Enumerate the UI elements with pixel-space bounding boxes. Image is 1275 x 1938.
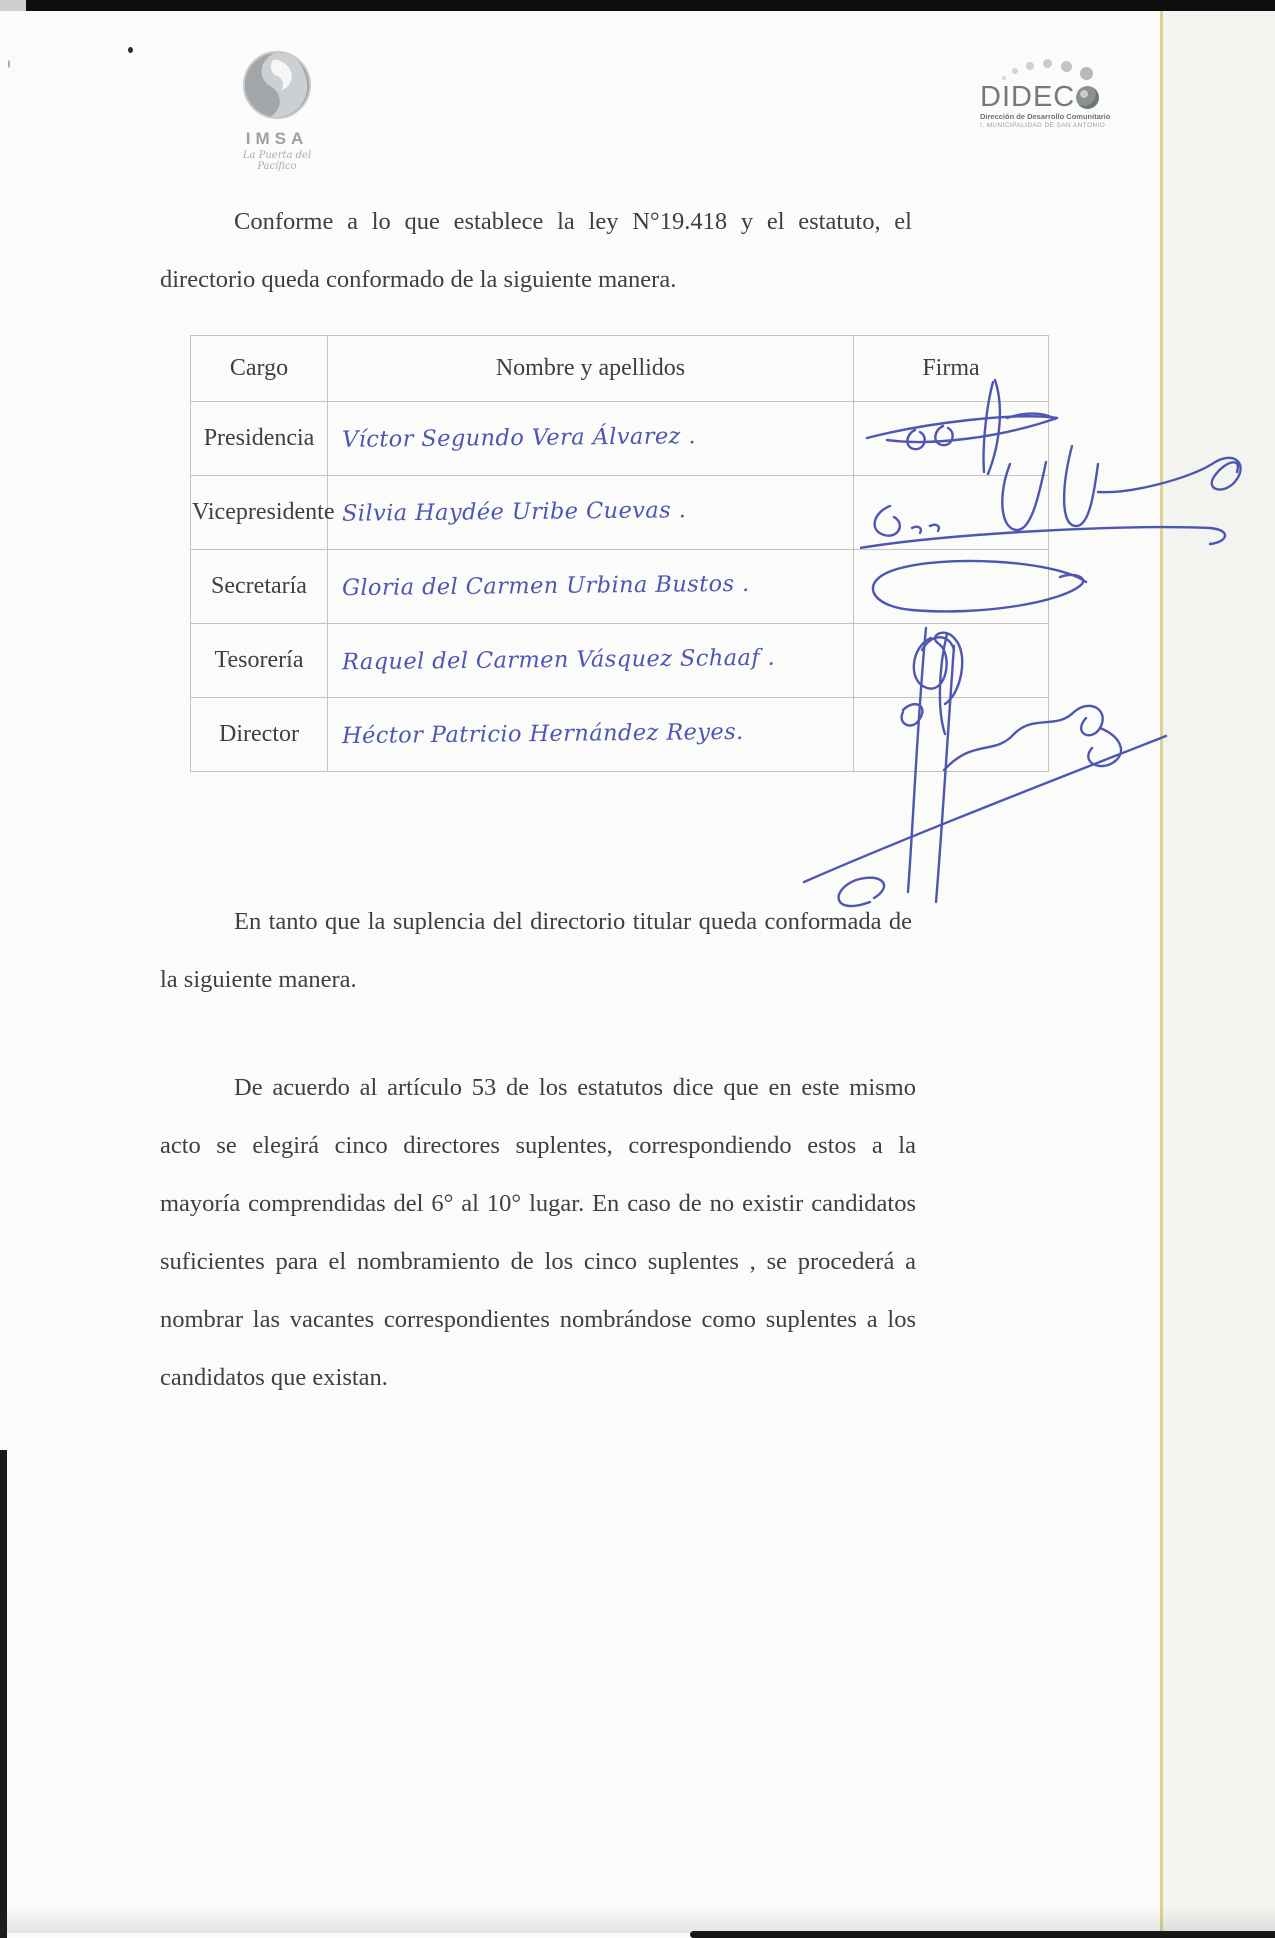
dideco-logo (980, 58, 1140, 129)
imsa-emblem-icon (240, 48, 314, 122)
table-row (191, 698, 1049, 772)
nombre-vicepresidente (328, 476, 854, 550)
cargo-vicepresidente: Vicepresidente (191, 476, 328, 550)
scan-right-margin (1163, 11, 1275, 1938)
firma-vicepresidente-cell (854, 476, 1049, 550)
paragraph-intro-directorio: Conforme a lo que establece la ley N°19.418 y el estatuto, el directorio queda conformado de la siguiente manera. (160, 207, 912, 293)
cargo-director: Director (191, 698, 328, 772)
directorio-table (190, 335, 1049, 772)
table-row (191, 624, 1049, 698)
scan-speck (128, 47, 133, 53)
dideco-dots-arc-icon (980, 58, 1140, 84)
col-header-nombre: Nombre y apellidos (328, 336, 854, 402)
handwritten-name: Raquel del Carmen Vásquez Schaaf . (341, 644, 776, 676)
scan-speck (8, 60, 10, 68)
scan-edge-top-corner (0, 0, 26, 11)
cargo-secretaria: Secretaría (191, 550, 328, 624)
handwritten-name: Gloria del Carmen Urbina Bustos . (341, 570, 750, 602)
firma-tesoreria-cell (854, 624, 1049, 698)
nombre-presidencia (328, 402, 854, 476)
scan-bottom-shadow (0, 1907, 1275, 1933)
table-row (191, 550, 1049, 624)
firma-secretaria-cell (854, 550, 1049, 624)
scan-edge-left (0, 1450, 7, 1938)
paragraph-suplencia: En tanto que la suplencia del directorio titular queda conformada de la siguiente manera. (160, 907, 912, 993)
paragraph-articulo-53: De acuerdo al artículo 53 de los estatutos dice que en este mismo acto se elegirá cinco directores suplentes, correspondiendo estos a la mayoría comprendidas del 6° al 10° lugar. En caso de no existir candidatos suficientes para el nombramiento de los cinco suplentes , se procederá a nombrar las vacantes correspondientes nombrándose como suplentes a los candidatos que existan. (160, 1073, 916, 1391)
col-header-cargo: Cargo (191, 336, 328, 402)
imsa-logo (222, 48, 332, 172)
scan-edge-top (26, 0, 1275, 11)
dideco-subtitle-2: I. MUNICIPALIDAD DE SAN ANTONIO (980, 122, 1106, 129)
firma-director-cell (854, 698, 1049, 772)
cargo-tesoreria: Tesorería (191, 624, 328, 698)
dideco-wordmark-text: DIDEC (980, 81, 1076, 113)
dideco-subtitle-1-text: Dirección de Desarrollo Comunitario (980, 112, 1111, 121)
firma-presidencia-cell (854, 402, 1049, 476)
dideco-subtitle-1 (980, 112, 1140, 121)
paper-edge-line (1160, 11, 1163, 1938)
table-row (191, 476, 1049, 550)
col-header-firma: Firma (854, 336, 1049, 402)
dideco-wordmark (980, 81, 1140, 113)
cargo-presidencia: Presidencia (191, 402, 328, 476)
handwritten-name: Héctor Patricio Hernández Reyes. (341, 718, 744, 750)
nombre-secretaria (328, 550, 854, 624)
nombre-tesoreria (328, 624, 854, 698)
table-row (191, 402, 1049, 476)
nombre-director (328, 698, 854, 772)
imsa-tagline: La Puerta del Pacífico (242, 150, 312, 172)
handwritten-name: Víctor Segundo Vera Álvarez . (341, 423, 697, 453)
table-header-row (191, 336, 1049, 402)
dideco-globe-icon (1076, 86, 1099, 109)
handwritten-name: Silvia Haydée Uribe Cuevas . (341, 497, 687, 527)
imsa-wordmark: IMSA (245, 129, 309, 148)
